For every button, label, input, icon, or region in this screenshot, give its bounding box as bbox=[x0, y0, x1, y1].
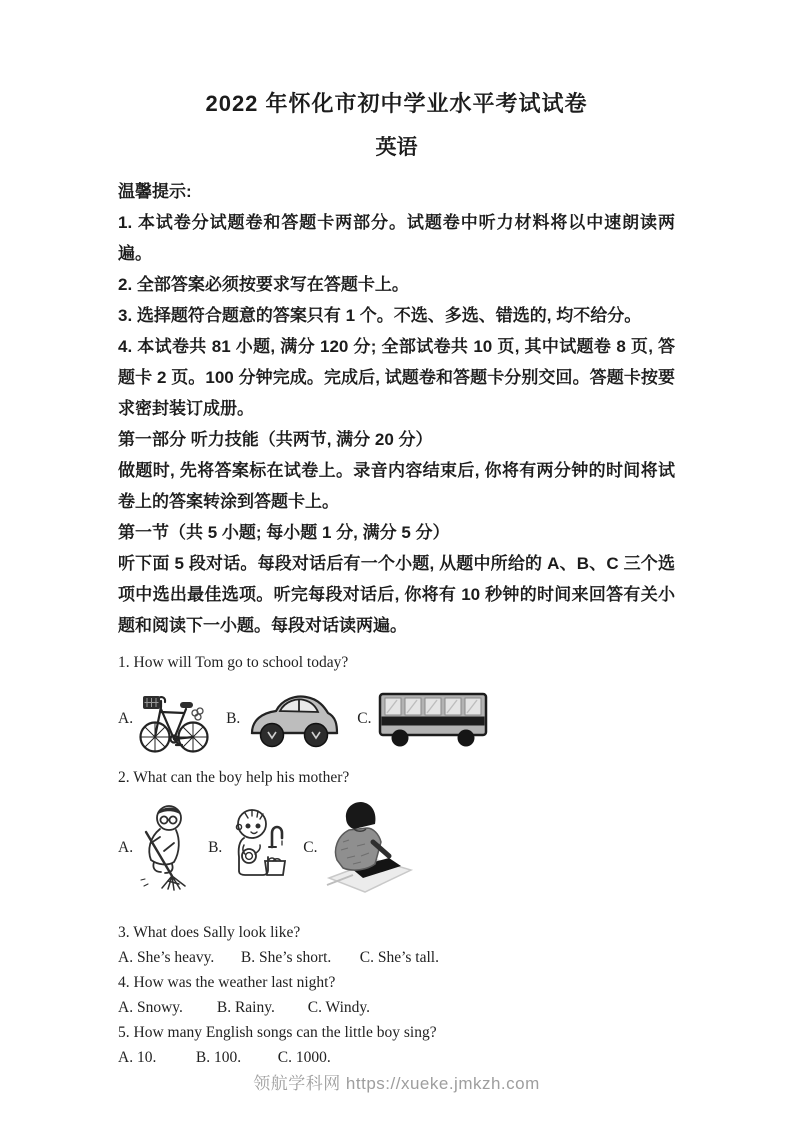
bicycle-image bbox=[138, 681, 210, 755]
option-b-label: B. bbox=[208, 838, 223, 856]
option-a-label: A. bbox=[118, 838, 134, 856]
watermark-text: 领航学科网 https://xueke.jmkzh.com bbox=[253, 1074, 540, 1093]
option-b: B. Rainy. bbox=[216, 999, 275, 1016]
option-c-label: C. bbox=[357, 709, 372, 727]
option-c-label: C. bbox=[303, 838, 318, 856]
option-a: A. 10. bbox=[118, 1049, 157, 1066]
question-1-text: 1. How will Tom go to school today? bbox=[118, 654, 349, 671]
question-3-options bbox=[118, 945, 675, 970]
section1-heading: 第一节（共 5 小题; 每小题 1 分, 满分 5 分） bbox=[118, 523, 450, 542]
question-4-text: 4. How was the weather last night? bbox=[118, 974, 336, 991]
option-c: C. 1000. bbox=[277, 1049, 331, 1066]
option-a: A. Snowy. bbox=[118, 999, 183, 1016]
question-1-options bbox=[118, 681, 675, 755]
option-b: B. She’s short. bbox=[240, 949, 332, 966]
notice-item-3: 3. 选择题符合题意的答案只有 1 个。不选、多选、错选的, 均不给分。 bbox=[118, 306, 642, 325]
option-c: C. She’s tall. bbox=[359, 949, 439, 966]
option-a-label: A. bbox=[118, 709, 134, 727]
question-2-options bbox=[118, 798, 675, 896]
question-5-options bbox=[118, 1045, 675, 1070]
section1-note: 听下面 5 段对话。每段对话后有一个小题, 从题中所给的 A、B、C 三个选项中选出最佳选项。听完每段对话后, 你将有 10 秒钟的时间来回答有关小题和阅读下一小题。每段对话读两遍。 bbox=[118, 554, 675, 635]
boy-washing-dishes-image bbox=[227, 805, 287, 889]
bus-image bbox=[377, 688, 489, 748]
part1-note: 做题时, 先将答案标在试卷上。录音内容结束后, 你将有两分钟的时间将试卷上的答案转涂到答题卡上。 bbox=[118, 461, 675, 511]
boy-sweeping-image bbox=[138, 802, 192, 892]
question-2-text: 2. What can the boy help his mother? bbox=[118, 769, 350, 786]
notice-heading: 温馨提示: bbox=[118, 182, 192, 201]
subject-title: 英语 bbox=[375, 136, 418, 159]
part1-heading: 第一部分 听力技能（共两节, 满分 20 分） bbox=[118, 430, 433, 449]
question-3-text: 3. What does Sally look like? bbox=[118, 924, 301, 941]
question-4-options bbox=[118, 995, 675, 1020]
page-title: 2022 年怀化市初中学业水平考试试卷 bbox=[205, 91, 588, 116]
notice-item-1: 1. 本试卷分试题卷和答题卡两部分。试题卷中听力材料将以中速朗读两遍。 bbox=[118, 213, 675, 263]
question-5-text: 5. How many English songs can the little boy sing? bbox=[118, 1024, 437, 1041]
notice-item-4: 4. 本试卷共 81 小题, 满分 120 分; 全部试卷共 10 页, 其中试题卷 8 页, 答题卡 2 页。100 分钟完成。完成后, 试题卷和答题卡分别交回。答题卡按要求密封装订成册。 bbox=[118, 337, 675, 418]
option-b: B. 100. bbox=[195, 1049, 242, 1066]
notice-item-2: 2. 全部答案必须按要求写在答题卡上。 bbox=[118, 275, 409, 294]
option-b-label: B. bbox=[226, 709, 241, 727]
option-a: A. She’s heavy. bbox=[118, 949, 215, 966]
car-image bbox=[245, 686, 341, 750]
option-c: C. Windy. bbox=[307, 999, 370, 1016]
boy-wiping-table-image bbox=[323, 798, 415, 896]
